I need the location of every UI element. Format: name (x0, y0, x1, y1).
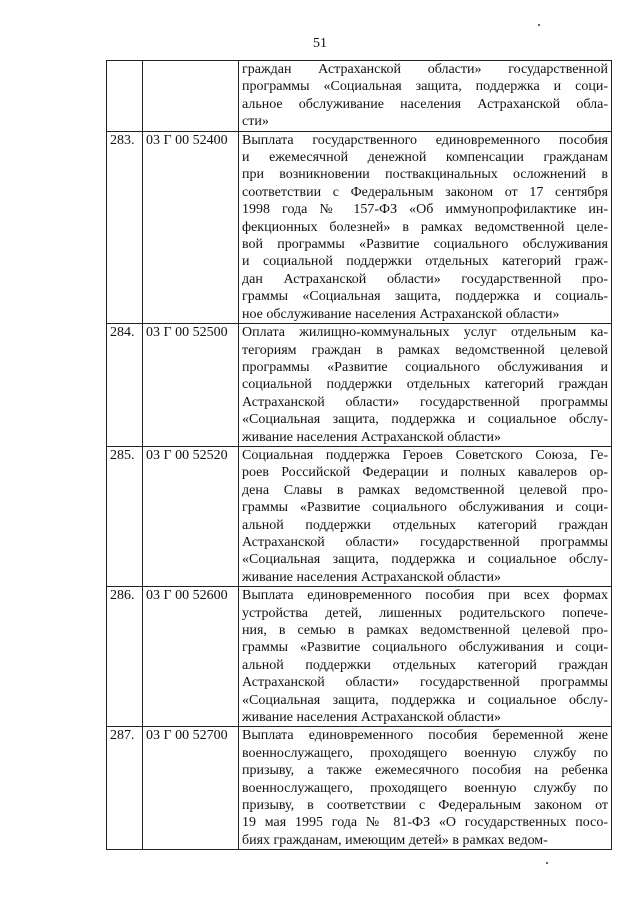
classification-code-cell: 03 Г 00 52400 (143, 131, 239, 323)
description-line: ное обслуживание населения Астраханской области» (242, 306, 560, 322)
classification-code-cell: 03 Г 00 52600 (143, 587, 239, 727)
description-line: граждан Астраханской области» государственной (242, 62, 608, 77)
description-line: соответствии с Федеральным законом от 17 сентября (242, 184, 608, 200)
description-line: 19 мая 1995 года № 81-ФЗ «О государственных посо- (242, 815, 608, 831)
row-number-cell: 286. (107, 587, 143, 727)
row-number-cell: 285. (107, 446, 143, 586)
description-line: живание населения Астраханской области» (242, 429, 502, 445)
table-body (107, 61, 612, 850)
classification-code-cell: 03 Г 00 52700 (143, 727, 239, 850)
description-line: «Социальная защита, поддержка и социальное обслу- (242, 552, 608, 568)
scan-speck (538, 24, 540, 26)
description-cell (239, 446, 612, 586)
description-line: при возникновении поствакцинальных осложнений в (242, 167, 608, 183)
row-number-cell: 287. (107, 727, 143, 850)
description-line: социальной поддержки отдельных категорий граждан (242, 377, 608, 393)
budget-classification-table (106, 60, 612, 850)
description-line: Выплата единовременного пособия при всех формах (242, 588, 608, 604)
description-line: дан Астраханской области» государственной про- (242, 271, 608, 287)
description-line: альное обслуживание населения Астраханской обла- (242, 96, 608, 112)
description-line: живание населения Астраханской области» (242, 569, 502, 585)
description-line: «Социальная защита, поддержка и социальное обслу- (242, 412, 608, 428)
description-line: роев Российской Федерации и полных кавалеров ор- (242, 465, 608, 481)
description-line: Астраханской области» государственной программы (242, 394, 608, 410)
description-line: и ежемесячной денежной компенсации гражданам (242, 150, 608, 166)
row-number-cell: 284. (107, 324, 143, 447)
description-line: фекционных болезней» в рамках ведомственной целе- (242, 219, 608, 235)
description-line: альной поддержки отдельных категорий граждан (242, 517, 608, 533)
classification-code-cell: 03 Г 00 52500 (143, 324, 239, 447)
table-row (107, 61, 612, 132)
description-line: граммы «Социальная защита, поддержка и социаль- (242, 289, 608, 305)
scan-speck (546, 862, 548, 864)
description-line: устройства детей, лишенных родительского попече- (242, 605, 608, 621)
description-line: Оплата жилищно-коммунальных услуг отдельным ка- (242, 325, 608, 341)
description-line: программы «Развитие социального обслуживания и (242, 359, 608, 375)
description-line: призыву, в соответствии с Федеральным законом от (242, 798, 608, 814)
description-line: Выплата государственного единовременного пособия (242, 132, 608, 148)
description-line: Астраханской области» государственной программы (242, 675, 608, 691)
description-line: граммы «Развитие социального обслуживания и соци- (242, 500, 608, 516)
table-row (107, 446, 612, 586)
table-row (107, 727, 612, 850)
description-line: сти» (242, 114, 269, 130)
description-line: программы «Социальная защита, поддержка и соци- (242, 79, 608, 95)
description-cell (239, 61, 612, 132)
description-line: дена Славы в рамках ведомственной целевой про- (242, 482, 608, 498)
table-row (107, 587, 612, 727)
classification-code-cell: 03 Г 00 52520 (143, 446, 239, 586)
description-cell (239, 587, 612, 727)
description-line: призыву, а также ежемесячного пособия на ребенка (242, 763, 608, 779)
page-number: 51 (313, 36, 327, 51)
description-line: граммы «Развитие социального обслуживания и соци- (242, 640, 608, 656)
description-line: тегориям граждан в рамках ведомственной целевой (242, 342, 608, 358)
table-row (107, 324, 612, 447)
row-number-cell (107, 61, 143, 132)
description-cell (239, 131, 612, 323)
row-number-cell: 283. (107, 131, 143, 323)
description-line: Выплата единовременного пособия беременной жене (242, 728, 608, 744)
description-line: 1998 года № 157-ФЗ «Об иммунопрофилактике ин- (242, 202, 608, 218)
description-line: Социальная поддержка Героев Советского Союза, Ге- (242, 447, 608, 463)
description-line: живание населения Астраханской области» (242, 710, 502, 726)
description-cell (239, 727, 612, 850)
description-cell (239, 324, 612, 447)
description-line: биях гражданам, имеющим детей» в рамках ведом- (242, 832, 548, 848)
description-line: и социальной поддержки отдельных категорий граж- (242, 254, 608, 270)
description-line: военнослужащего, проходящего военную службу по (242, 780, 608, 796)
description-line: военнослужащего, проходящего военную службу по (242, 745, 608, 761)
classification-code-cell (143, 61, 239, 132)
table-row (107, 131, 612, 323)
description-line: «Социальная защита, поддержка и социальное обслу- (242, 692, 608, 708)
description-line: альной поддержки отдельных категорий граждан (242, 657, 608, 673)
description-line: Астраханской области» государственной программы (242, 534, 608, 550)
description-line: ния, в семью в рамках ведомственной целевой про- (242, 623, 608, 638)
description-line: вой программы «Развитие социального обслуживания (242, 237, 608, 253)
